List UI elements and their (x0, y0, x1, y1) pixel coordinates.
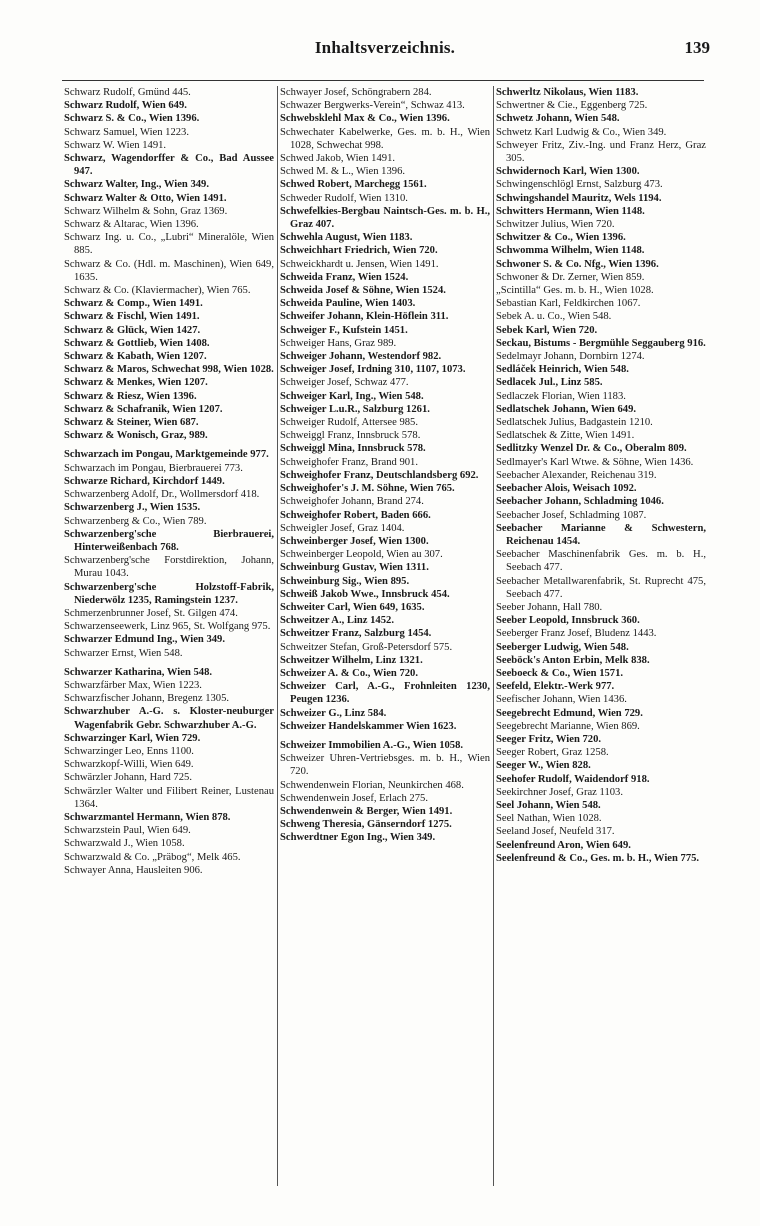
index-entry: Seeber Johann, Hall 780. (496, 601, 603, 613)
index-entry: Schwitzer & Co., Wien 1396. (496, 232, 626, 244)
index-entry: Schwarz S. & Co., Wien 1396. (64, 113, 200, 125)
index-entry: Schweinberger Josef, Wien 1300. (280, 535, 429, 547)
index-entry: Schwarzenberg & Co., Wien 789. (64, 515, 207, 527)
index-entry: Schwefelkies-Bergbau Naintsch-Ges. m. b. H., Graz 407. (280, 205, 490, 231)
index-entry: Schwarz W. Wien 1491. (64, 139, 167, 151)
column-divider (493, 86, 494, 1186)
index-entry: Schweighofer Johann, Brand 274. (280, 496, 424, 508)
index-entry: Schweitzer A., Linz 1452. (280, 615, 394, 627)
index-entry: Schwarz & Comp., Wien 1491. (64, 298, 203, 310)
index-entry: Seel Johann, Wien 548. (496, 799, 601, 811)
index-entry: Schwarzenberg'sche Holzstoff-Fabrik, Niederwölz 1235, Ramingstein 1237. (64, 581, 274, 606)
index-entry: Sedlitzky Wenzel Dr. & Co., Oberalm 809. (496, 443, 687, 455)
page-header (60, 38, 710, 66)
index-entry: Schwarze Richard, Kirchdorf 1449. (64, 475, 225, 487)
index-entry: Schweiger Hans, Graz 989. (280, 337, 397, 349)
index-entry: Schwarz & Co. (Klaviermacher), Wien 765. (64, 285, 251, 297)
index-entry: Schwarz Rudolf, Gmünd 445. (64, 87, 191, 98)
index-entry: Schwerltz Nikolaus, Wien 1183. (496, 87, 639, 98)
index-entry: Schwendenwein & Berger, Wien 1491. (280, 805, 453, 817)
index-entry: Schweyer Fritz, Ziv.-Ing. und Franz Herz, Graz 305. (496, 139, 706, 165)
index-entry: Schwarz & Schafranik, Wien 1207. (64, 403, 223, 415)
index-entry: Schwarzfischer Johann, Bregenz 1305. (64, 693, 230, 705)
index-entry: Schwarz Walter, Ing., Wien 349. (64, 179, 209, 191)
index-entry: Seegebrecht Marianne, Wien 869. (496, 720, 640, 732)
index-entry: Schwazer Bergwerks-Verein“, Schwaz 413. (280, 100, 465, 112)
index-entry: Sedlatschek Johann, Wien 649. (496, 403, 637, 415)
index-entry: Schweder Rudolf, Wien 1310. (280, 192, 408, 204)
index-entry: Schwarzenberg J., Wien 1535. (64, 502, 201, 514)
index-entry: Schwarzenberg Adolf, Dr., Wollmersdorf 418. (64, 489, 260, 501)
index-entry: Schweighofer's J. M. Söhne, Wien 765. (280, 483, 455, 495)
index-entry: Schwebsklehl Max & Co., Wien 1396. (280, 113, 450, 125)
index-entry: Schwarzach im Pongau, Bierbrauerei 773. (64, 462, 243, 474)
index-entry: Schweiger L.u.R., Salzburg 1261. (280, 403, 430, 415)
index-entry: Schwomma Wilhelm, Wien 1148. (496, 245, 645, 257)
index-entry: Schwayer Josef, Schöngrabern 284. (280, 87, 432, 98)
index-entry: Schwarzwald & Co. „Präbog“, Melk 465. (64, 851, 241, 863)
index-entry: Schwarzwald J., Wien 1058. (64, 838, 185, 850)
index-entry: Sebek A. u. Co., Wien 548. (496, 311, 612, 323)
index-entry: Schwarz & Riesz, Wien 1396. (64, 390, 197, 402)
index-entry: Schweitzer Wilhelm, Linz 1321. (280, 654, 423, 666)
index-entry: Schweiß Jakob Wwe., Innsbruck 454. (280, 588, 450, 600)
index-entry: Schweiggl Mina, Innsbruck 578. (280, 443, 426, 455)
index-entry: Schwarzkopf-Willi, Wien 649. (64, 759, 194, 771)
index-entry: Seelenfreund & Co., Ges. m. b. H., Wien 775. (496, 852, 700, 864)
index-entry: Schwärzler Walter und Filibert Reiner, Lustenau 1364. (64, 785, 274, 810)
index-entry: Schwoner & Dr. Zerner, Wien 859. (496, 271, 645, 283)
index-entry: Sedlacek Jul., Linz 585. (496, 377, 603, 389)
index-entry: Schwechater Kabelwerke, Ges. m. b. H., Wien 1028, Schwechat 998. (280, 126, 490, 151)
index-entry: Schwarz Samuel, Wien 1223. (64, 126, 190, 138)
index-entry: Schwarzinger Leo, Enns 1100. (64, 745, 194, 757)
index-entry: Seebacher Alois, Weisach 1092. (496, 483, 637, 495)
index-entry: Schweichhart Friedrich, Wien 720. (280, 245, 438, 257)
index-entry: Schwoner S. & Co. Nfg., Wien 1396. (496, 258, 659, 270)
index-entry: Seeber Leopold, Innsbruck 360. (496, 615, 640, 627)
page-number: 139 (684, 38, 710, 57)
index-columns (64, 86, 706, 1196)
index-entry: Sebastian Karl, Feldkirchen 1067. (496, 298, 641, 310)
index-entry: Schweizer Uhren-Vertriebsges. m. b. H., Wien 720. (280, 753, 490, 778)
index-entry: Schwarzach im Pongau, Marktgemeinde 977. (64, 449, 269, 461)
index-entry: Schweizer Immobilien A.-G., Wien 1058. (280, 739, 464, 751)
index-entry: Schweiter Carl, Wien 649, 1635. (280, 601, 425, 613)
index-entry: Schweinberger Leopold, Wien au 307. (280, 549, 443, 561)
index-entry: Sebek Karl, Wien 720. (496, 324, 598, 336)
index-entry: Schweinburg Gustav, Wien 1311. (280, 562, 429, 574)
index-entry: Schwärzler Johann, Hard 725. (64, 772, 192, 784)
index-entry: Seebacher Metallwarenfabrik, St. Ruprecht 475, Seebach 477. (496, 575, 706, 600)
index-entry: Seebacher Maschinenfabrik Ges. m. b. H., Seebach 477. (496, 549, 706, 574)
index-entry: Seeboeck & Co., Wien 1571. (496, 667, 624, 679)
index-entry: Schmerzenbrunner Josef, St. Gilgen 474. (64, 607, 238, 619)
index-entry: Schweifer Johann, Klein-Höflein 311. (280, 311, 449, 323)
index-entry: Seeger W., Wien 828. (496, 760, 591, 772)
index-entry: Schweiger Johann, Westendorf 982. (280, 351, 442, 363)
index-entry: Schwarzer Edmund Ing., Wien 349. (64, 634, 225, 646)
index-entry: Schwarzfärber Max, Wien 1223. (64, 679, 202, 691)
index-entry: Schwarzstein Paul, Wien 649. (64, 825, 191, 837)
header-rule (62, 80, 704, 81)
index-entry: Schweiger Josef, Irdning 310, 1107, 1073. (280, 364, 466, 376)
index-entry: Sedelmayr Johann, Dornbirn 1274. (496, 351, 645, 363)
index-entry: Schwarzenberg'sche Bierbrauerei, Hinterweißenbach 768. (64, 528, 274, 553)
index-entry: Schweiger Josef, Schwaz 477. (280, 377, 409, 389)
index-entry: Schwarzer Ernst, Wien 548. (64, 647, 183, 659)
index-entry: Schwertner & Cie., Eggenberg 725. (496, 100, 648, 112)
index-entry: Schwarz Rudolf, Wien 649. (64, 100, 187, 112)
index-entry: Schwarz & Menkes, Wien 1207. (64, 377, 208, 389)
index-entry: Schwitters Hermann, Wien 1148. (496, 205, 645, 217)
index-column-2 (280, 86, 490, 1196)
index-entry: Seckau, Bistums - Bergmühle Seggauberg 916. (496, 337, 706, 349)
index-entry: Seeland Josef, Neufeld 317. (496, 826, 615, 838)
index-entry: Schwetz Karl Ludwig & Co., Wien 349. (496, 126, 667, 138)
index-entry: Sedlatschek & Zitte, Wien 1491. (496, 430, 635, 442)
index-entry: Schwarzer Katharina, Wien 548. (64, 666, 213, 678)
index-entry: Schwed M. & L., Wien 1396. (280, 166, 406, 178)
index-entry: Seefeld, Elektr.-Werk 977. (496, 681, 615, 693)
index-entry: Seebacher Marianne & Schwestern, Reichenau 1454. (496, 522, 706, 547)
index-entry: Schwarz & Wonisch, Graz, 989. (64, 430, 208, 442)
index-entry: Schweiger F., Kufstein 1451. (280, 324, 408, 336)
index-entry: Schweizer A. & Co., Wien 720. (280, 667, 419, 679)
index-entry: Schweighofer Franz, Brand 901. (280, 456, 418, 468)
index-entry: Schweighofer Robert, Baden 666. (280, 509, 431, 521)
index-entry: Schwarz & Fischl, Wien 1491. (64, 311, 200, 323)
index-entry: Schwayer Anna, Hausleiten 906. (64, 864, 203, 876)
index-entry: Sedlaczek Florian, Wien 1183. (496, 390, 626, 402)
index-entry: Schwarzinger Karl, Wien 729. (64, 732, 201, 744)
index-entry: Seefischer Johann, Wien 1436. (496, 694, 627, 706)
index-entry: Schweighofer Franz, Deutschlandsberg 692. (280, 469, 479, 481)
index-entry: Sedláček Heinrich, Wien 548. (496, 364, 629, 376)
index-entry: Schwarz & Gottlieb, Wien 1408. (64, 337, 210, 349)
index-entry: Schweizer Handelskammer Wien 1623. (280, 720, 457, 732)
index-entry: Seegebrecht Edmund, Wien 729. (496, 707, 643, 719)
index-entry: Sedlmayer's Karl Wtwe. & Söhne, Wien 1436. (496, 456, 694, 468)
index-entry: Schwarzenberg'sche Forstdirektion, Johann, Murau 1043. (64, 555, 274, 580)
index-column-3 (496, 86, 706, 1196)
index-entry: Schweitzer Franz, Salzburg 1454. (280, 628, 432, 640)
index-entry: Schwarz Ing. u. Co., „Lubri“ Mineralöle, Wien 885. (64, 232, 274, 257)
index-entry: Schweizer Carl, A.-G., Frohnleiten 1230, Peugen 1236. (280, 681, 490, 706)
index-entry: Schweiger Karl, Ing., Wien 548. (280, 390, 424, 402)
index-entry: Seeböck's Anton Erbin, Melk 838. (496, 654, 650, 666)
index-entry: Schwed Jakob, Wien 1491. (280, 153, 396, 165)
index-entry: Seehofer Rudolf, Waidendorf 918. (496, 773, 650, 785)
index-entry: Seeger Fritz, Wien 720. (496, 733, 602, 745)
page-title: Inhaltsverzeichnis. (314, 38, 456, 57)
index-entry: Schweitzer Stefan, Groß-Petersdorf 575. (280, 641, 453, 653)
index-entry: Seeberger Franz Josef, Bludenz 1443. (496, 628, 657, 640)
index-entry: Schwendenwein Josef, Erlach 275. (280, 792, 428, 804)
index-entry: Sedlatschek Julius, Badgastein 1210. (496, 417, 653, 429)
index-entry: Schwarz, Wagendorffer & Co., Bad Aussee 947. (64, 153, 274, 178)
index-column-1 (64, 86, 274, 1196)
index-entry: Schwarzenseewerk, Linz 965, St. Wolfgang 975. (64, 621, 271, 633)
index-entry: Schwarz & Kabath, Wien 1207. (64, 351, 207, 363)
index-entry: Schweigler Josef, Graz 1404. (280, 522, 405, 534)
index-entry: Schwendenwein Florian, Neunkirchen 468. (280, 779, 464, 791)
index-entry: Seeger Robert, Graz 1258. (496, 747, 609, 759)
index-entry: Schweiggl Franz, Innsbruck 578. (280, 430, 421, 442)
index-entry: Schweida Pauline, Wien 1403. (280, 298, 416, 310)
index-entry: Schwarzhuber A.-G. s. Kloster-neuburger Wagenfabrik Gebr. Schwarzhuber A.-G. (64, 706, 274, 731)
index-entry: Seeberger Ludwig, Wien 548. (496, 641, 629, 653)
index-entry: Schwingshandel Mauritz, Wels 1194. (496, 192, 662, 204)
index-entry: Schweickhardt u. Jensen, Wien 1491. (280, 258, 439, 270)
index-entry: Schwarz & Co. (Hdl. m. Maschinen), Wien 649, 1635. (64, 258, 274, 283)
index-entry: Seebacher Alexander, Reichenau 319. (496, 469, 657, 481)
index-entry: Schweida Franz, Wien 1524. (280, 271, 409, 283)
index-entry: Schweiger Rudolf, Attersee 985. (280, 417, 418, 429)
column-divider (277, 86, 278, 1186)
index-entry: Schwerdtner Egon Ing., Wien 349. (280, 832, 436, 844)
index-entry: Schwetz Johann, Wien 548. (496, 113, 620, 125)
index-entry: Schweida Josef & Söhne, Wien 1524. (280, 285, 446, 297)
index-entry: Schwingenschlögl Ernst, Salzburg 473. (496, 179, 663, 191)
index-entry: Schwarz Walter & Otto, Wien 1491. (64, 192, 227, 204)
index-entry: Schwitzer Julius, Wien 720. (496, 219, 615, 231)
index-entry: Schwidernoch Karl, Wien 1300. (496, 166, 640, 178)
index-entry: Seekirchner Josef, Graz 1103. (496, 786, 623, 798)
index-entry: Schweinburg Sig., Wien 895. (280, 575, 410, 587)
index-entry: Schwarz & Steiner, Wien 687. (64, 417, 199, 429)
index-entry: Seebacher Johann, Schladming 1046. (496, 496, 664, 508)
index-entry: Seebacher Josef, Schladming 1087. (496, 509, 647, 521)
index-entry: Schwed Robert, Marchegg 1561. (280, 179, 427, 191)
index-entry: Seel Nathan, Wien 1028. (496, 813, 602, 825)
index-entry: Schwarz & Glück, Wien 1427. (64, 324, 201, 336)
index-entry: „Scintilla“ Ges. m. b. H., Wien 1028. (496, 285, 654, 297)
index-entry: Schwarz & Altarac, Wien 1396. (64, 219, 199, 231)
index-entry: Schwarz & Maros, Schwechat 998, Wien 1028. (64, 364, 274, 376)
index-entry: Schweng Theresia, Gänserndorf 1275. (280, 819, 452, 831)
index-entry: Schwarzmantel Hermann, Wien 878. (64, 811, 231, 823)
index-entry: Schwehla August, Wien 1183. (280, 232, 413, 244)
index-entry: Schwarz Wilhelm & Sohn, Graz 1369. (64, 205, 228, 217)
index-entry: Schweizer G., Linz 584. (280, 707, 387, 719)
index-entry: Seelenfreund Aron, Wien 649. (496, 839, 631, 851)
